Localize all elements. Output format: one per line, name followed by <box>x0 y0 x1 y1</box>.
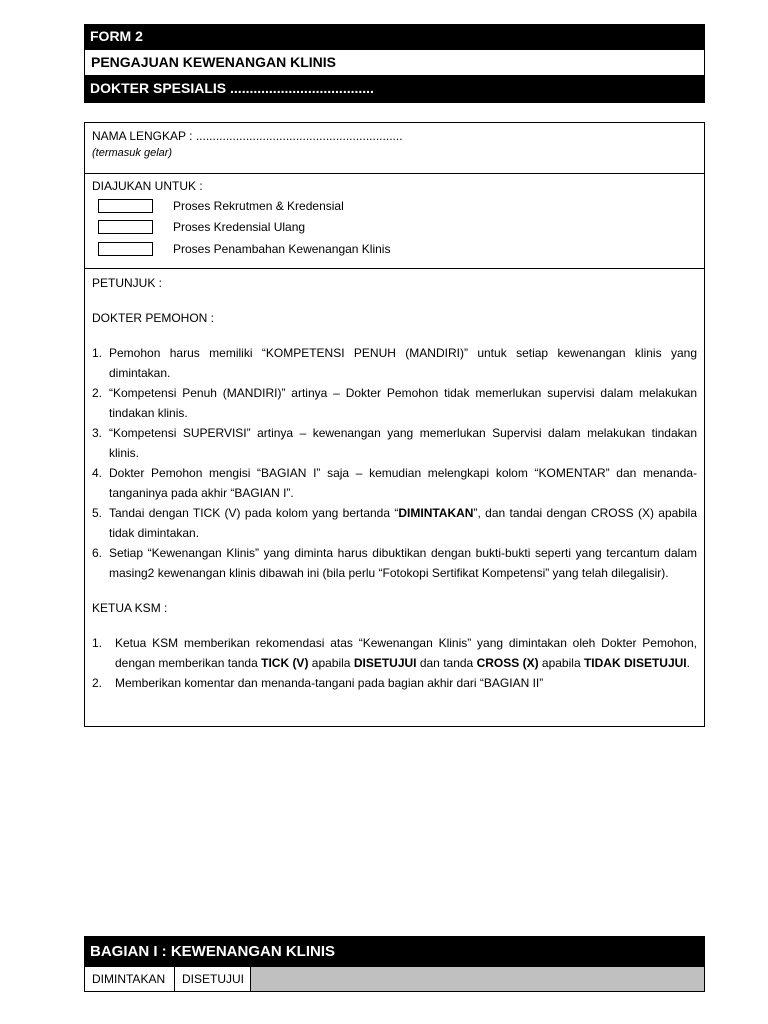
list-item: 2. “Kompetensi Penuh (MANDIRI)” artinya – Dokter Pemohon tidak memerlukan supervisi dalam melakukan tindakan klinis. <box>92 386 697 420</box>
form-subtitle: DOKTER SPESIALIS ..................................... <box>84 76 705 103</box>
column-requested: DIMINTAKAN <box>85 967 175 991</box>
list-item: 6. Setiap “Kewenangan Klinis” yang diminta harus dibuktikan dengan bukti-bukti seperti yang tercantum dalam masing2 kewenangan klinis dibawah ini (bila perlu “Fotokopi Sertifikat Kompetensi” yang telah dilegalisir). <box>92 546 697 580</box>
instructions-heading: PETUNJUK : <box>92 276 163 290</box>
applied-for-label: DIAJUKAN UNTUK : <box>92 179 203 193</box>
applicant-instructions-list <box>92 343 697 583</box>
checkbox-recredential[interactable] <box>98 220 153 234</box>
applied-for-section <box>84 173 705 269</box>
list-item: 2. Memberikan komentar dan menanda-tangani pada bagian akhir dari “BAGIAN II” <box>92 676 544 690</box>
table-header-row <box>84 967 705 992</box>
name-note: (termasuk gelar) <box>92 147 173 159</box>
list-item: 3. “Kompetensi SUPERVISI” artinya – kewenangan yang memerlukan Supervisi dalam melakukan tindakan klinis. <box>92 426 697 460</box>
ksm-heading: KETUA KSM : <box>92 601 168 615</box>
name-section <box>84 122 705 174</box>
option-recredential-label: Proses Kredensial Ulang <box>173 220 306 234</box>
list-item: 5. Tandai dengan TICK (V) pada kolom yang bertanda “DIMINTAKAN”, dan tandai dengan CROSS (X) apabila tidak dimintakan. <box>92 506 697 540</box>
form-number: FORM 2 <box>84 24 705 49</box>
list-item: 1. Ketua KSM memberikan rekomendasi atas “Kewenangan Klinis” yang dimintakan oleh Dokter Pemohon, dengan memberikan tanda TICK (V) apabila DISETUJUI dan tanda CROSS (X) apabila TIDAK DISETUJUI. <box>92 636 697 670</box>
instructions-section <box>84 268 705 727</box>
list-item: 4. Dokter Pemohon mengisi “BAGIAN I” saja – kemudian melengkapi kolom “KOMENTAR” dan menanda-tanganinya pada akhir “BAGIAN I”. <box>92 466 697 500</box>
checkbox-additional-privilege[interactable] <box>98 242 153 256</box>
ksm-instructions-list <box>92 633 697 693</box>
column-approved: DISETUJUI <box>175 967 251 991</box>
column-filler <box>251 967 704 991</box>
applicant-heading: DOKTER PEMOHON : <box>92 311 215 325</box>
option-additional-privilege-label: Proses Penambahan Kewenangan Klinis <box>173 242 391 256</box>
section-bagian-title: BAGIAN I : KEWENANGAN KLINIS <box>84 936 705 967</box>
option-recruitment-label: Proses Rekrutmen & Kredensial <box>173 199 344 213</box>
form-title: PENGAJUAN KEWENANGAN KLINIS <box>84 49 705 76</box>
full-name-label: NAMA LENGKAP : .............................................................. <box>92 129 403 143</box>
checkbox-recruitment[interactable] <box>98 199 153 213</box>
list-item: 1. Pemohon harus memiliki “KOMPETENSI PENUH (MANDIRI)” untuk setiap kewenangan klinis yang dimintakan. <box>92 346 697 380</box>
